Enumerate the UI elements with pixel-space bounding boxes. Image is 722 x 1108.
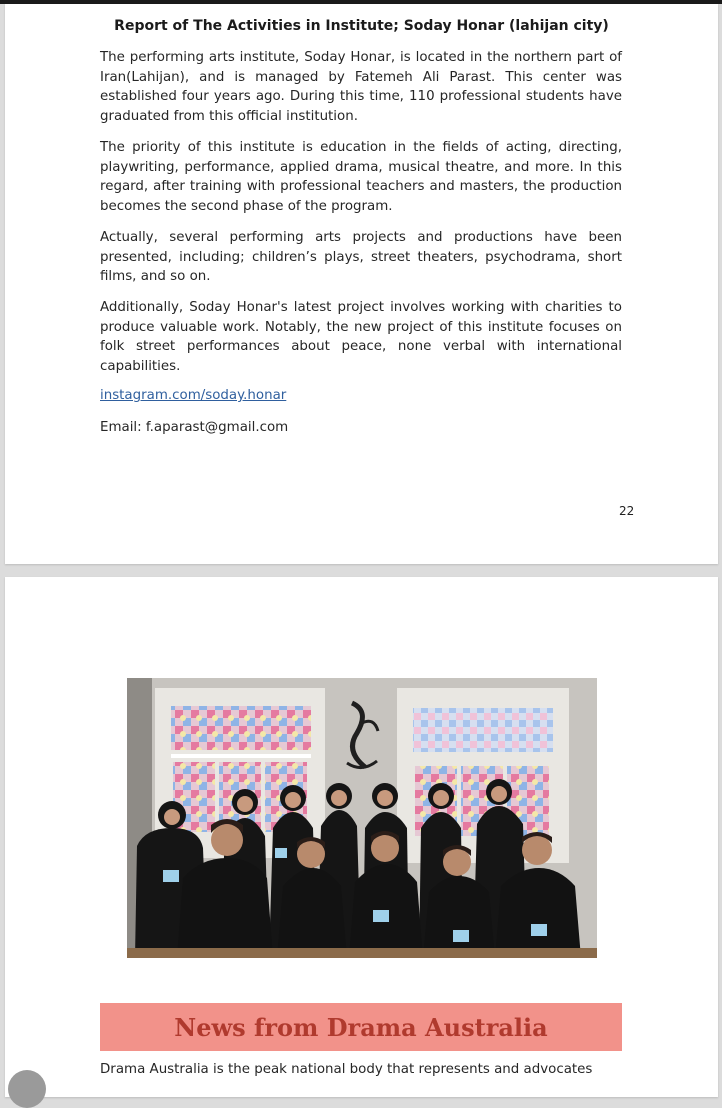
group-photo [127,678,597,958]
page-number: 22 [619,504,635,518]
paragraph-intro: The performing arts institute, Soday Honar, is located in the northern part of Iran(Lahijan), and is managed by Fatemeh Ali Parast. This center was established four years ago. During this time, 110 professional students have graduated from this official institution. [100,50,622,125]
floating-scroll-button[interactable] [8,1070,46,1108]
document-page-23 [5,577,718,1097]
section-banner [100,1003,622,1051]
page-title: Report of The Activities in Institute; Soday Honar (lahijan city) [114,18,609,34]
email-text: Email: f.aparast@gmail.com [100,420,289,435]
banner-title: News from Drama Australia [174,1012,548,1042]
section-intro-text: Drama Australia is the peak national body that represents and advocates [100,1062,593,1077]
paragraph-latest-project: Additionally, Soday Honar's latest project involves working with charities to produce valuable work. Notably, the new project of this institute focuses on folk street performances about peace, none verbal with international capabilities. [100,300,622,375]
instagram-link[interactable]: instagram.com/soday.honar [100,388,287,403]
paragraph-priority: The priority of this institute is education in the fields of acting, directing, playwriting, performance, applied drama, musical theatre, and more. In this regard, after training with professional teachers and masters, the production becomes the second phase of the program. [100,140,622,215]
document-page-22 [5,4,718,564]
paragraph-projects: Actually, several performing arts projects and productions have been presented, including; children’s plays, street theaters, psychodrama, short films, and so on. [100,230,622,285]
